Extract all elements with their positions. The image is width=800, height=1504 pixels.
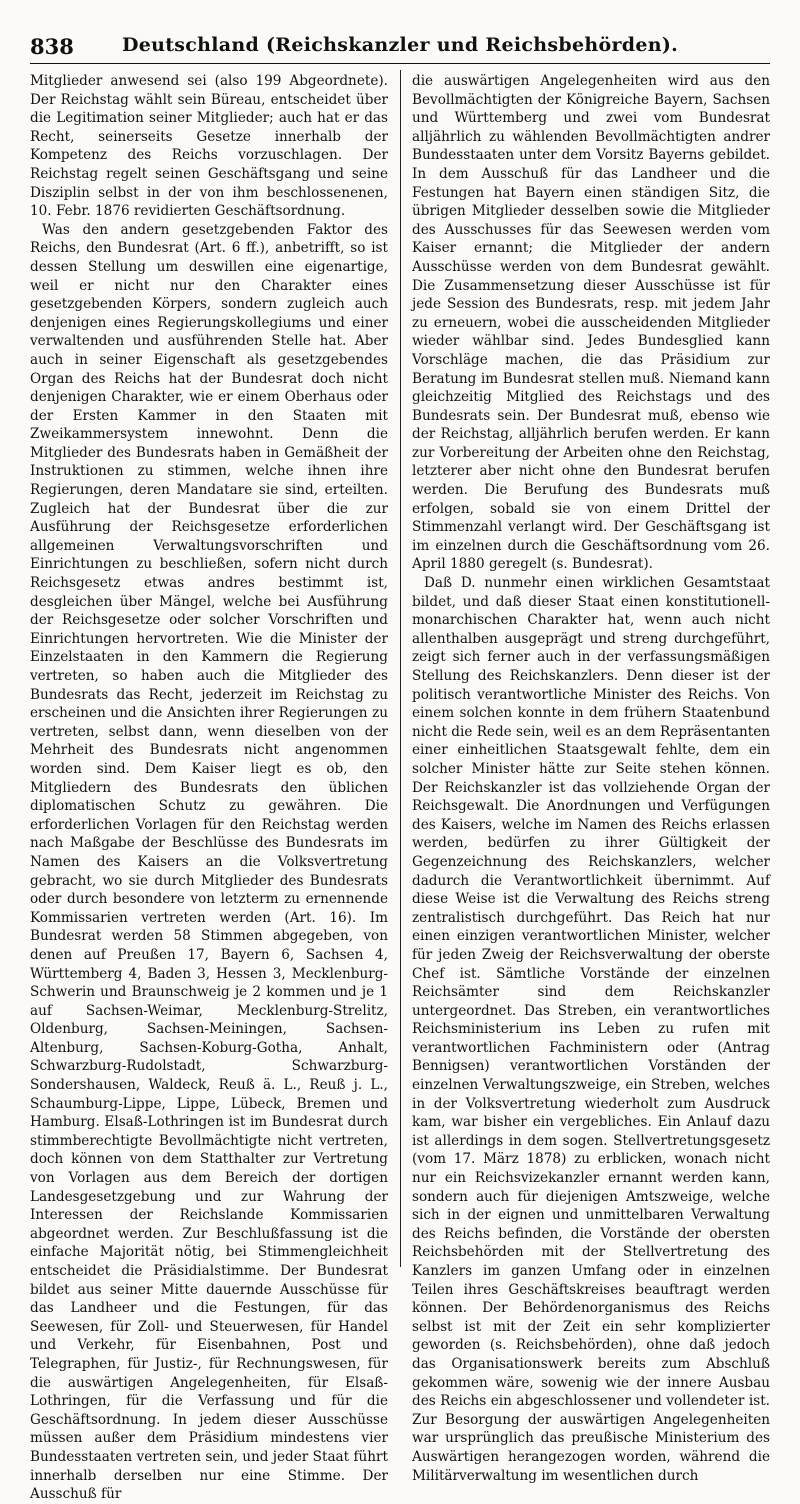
page-number: 838	[30, 34, 74, 59]
paragraph: die auswärtigen Angelegenheiten wird aus den Bevollmächtigten der Königreiche Bayern, Sachsen und Württemberg und zwei vom Bundesrat alljährlich zu wählenden Bevollmächtigten andrer Bundesstaaten unter dem Vorsitz Bayerns gebildet. In dem Ausschuß für das Landheer und die Festungen hat Bayern einen ständigen Sitz, die übrigen Mitglieder desselben sowie die Mitglieder des Ausschusses für das Seewesen werden vom Kaiser ernannt; die Mitglieder der andern Ausschüsse werden von dem Bundesrat gewählt. Die Zusammensetzung dieser Ausschüsse ist für jede Session des Bundesrats, resp. mit jedem Jahr zu erneuern, wobei die ausscheidenden Mitglieder wieder wählbar sind. Jedes Bundesglied kann Vorschläge machen, die das Präsidium zur Beratung im Bundesrat stellen muß. Niemand kann gleichzeitig Mitglied des Reichstags und des Bundesrats sein. Der Bundesrat muß, ebenso wie der Reichstag, alljährlich berufen werden. Er kann zur Vorbereitung der Arbeiten ohne den Reichstag, letzterer aber nicht ohne den Bundesrat berufen werden. Die Berufung des Bundesrats muß erfolgen, sobald sie von einem Drittel der Stimmenzahl verlangt wird. Der Geschäftsgang ist im einzelnen durch die Geschäftsordnung vom 26. April 1880 geregelt (s. Bundesrat).	[412, 73, 770, 573]
page-header	[30, 30, 770, 64]
paragraph: Was den andern gesetzgebenden Faktor des Reichs, den Bundesrat (Art. 6 ff.), anbetrifft, so ist dessen Stellung um deswillen eine eigenartige, weil er nicht nur den Charakter eines gesetzgebenden Körpers, sondern zugleich auch denjenigen eines Regierungskollegiums und einer verwaltenden und ausführenden Stelle hat. Aber auch in seiner Eigenschaft als gesetzgebendes Organ des Reichs hat der Bundesrat doch nicht denjenigen Charakter, wie er einem Oberhaus oder der Ersten Kammer in den Staaten mit Zweikammersystem innewohnt. Denn die Mitglieder des Bundesrats haben in Gemäßheit der Instruktionen zu stimmen, welche ihnen ihre Regierungen, deren Mandatare sie sind, erteilten. Zugleich hat der Bundesrat über die zur Ausführung der Reichsgesetze erforderlichen allgemeinen Verwaltungsvorschriften und Einrichtungen zu beschließen, sofern nicht durch Reichsgesetz etwas andres bestimmt ist, desgleichen über Mängel, welche bei Ausführung der Reichsgesetze oder solcher Vorschriften und Einrichtungen hervortreten. Wie die Minister der Einzelstaaten in den Kammern die Regierung vertreten, so haben auch die Mitglieder des Bundesrats das Recht, jederzeit im Reichstag zu erscheinen und die Ansichten ihrer Regierungen zu vertreten, selbst dann, wenn dieselben von der Mehrheit des Bundesrats nicht angenommen worden sind. Dem Kaiser liegt es ob, den Mitgliedern des Bundesrats den üblichen diplomatischen Schutz zu gewähren. Die erforderlichen Vorlagen für den Reichstag werden nach Maßgabe der Beschlüsse des Bundesrats im Namen des Kaisers an die Volksvertretung gebracht, wo sie durch Mitglieder des Bundesrats oder durch besondere von letzterm zu ernennende Kommissarien vertreten werden (Art. 16). Im Bundesrat werden 58 Stimmen abgegeben, von denen auf Preußen 17, Bayern 6, Sachsen 4, Württemberg 4, Baden 3, Hessen 3, Mecklenburg-Schwerin und Braunschweig je 2 kommen und je 1 auf Sachsen-Weimar, Mecklenburg-Strelitz, Oldenburg, Sachsen-Meiningen, Sachsen-Altenburg, Sachsen-Koburg-Gotha, Anhalt, Schwarzburg-Rudolstadt, Schwarzburg-Sondershausen, Waldeck, Reuß ä. L., Reuß j. L., Schaumburg-Lippe, Lippe, Lübeck, Bremen und Hamburg. Elsaß-Lothringen ist im Bundesrat durch stimmberechtigte Bevollmächtigte nicht vertreten, doch können von dem Statthalter zur Vertretung von Vorlagen aus dem Bereich der dortigen Landesgesetzgebung und zur Wahrung der Interessen der Reichslande Kommissarien abgeordnet werden. Zur Beschlußfassung ist die einfache Majorität nötig, bei Stimmengleichheit entscheidet die Präsidialstimme. Der Bundesrat bildet aus seiner Mitte dauernde Ausschüsse für das Landheer und die Festungen, für das Seewesen, für Zoll- und Steuerwesen, für Handel und Verkehr, für Eisenbahnen, Post und Telegraphen, für Justiz-, für Rechnungswesen, für die auswärtigen Angelegenheiten, für Elsaß-Lothringen, für die Verfassung und für die Geschäftsordnung. In jedem dieser Ausschüsse müssen außer dem Präsidium mindestens vier Bundesstaaten vertreten sein, und jeder Staat führt innerhalb derselben nur eine Stimme. Der Ausschuß für	[30, 221, 388, 1503]
page-title: Deutschland (Reichskanzler und Reichsbehörden).	[121, 34, 679, 56]
left-column	[30, 72, 388, 1503]
right-column	[412, 72, 770, 1484]
paragraph: Mitglieder anwesend sei (also 199 Abgeordnete). Der Reichstag wählt sein Büreau, entscheidet über die Legitimation seiner Mitglieder; auch hat er das Recht, seinerseits Gesetze innerhalb der Kompetenz des Reichs vorzuschlagen. Der Reichstag regelt seinen Geschäftsgang und seine Disziplin selbst in der von ihm beschlossenenen, 10. Febr. 1876 revidierten Geschäftsordnung.	[30, 73, 388, 220]
column-divider	[400, 70, 401, 1267]
paragraph: Daß D. nunmehr einen wirklichen Gesamtstaat bildet, und daß dieser Staat einen konstitutionell-monarchischen Charakter hat, wenn auch nicht allenthalben ausgeprägt und streng durchgeführt, zeigt sich ferner auch in der verfassungsmäßigen Stellung des Reichskanzlers. Denn dieser ist der politisch verantwortliche Minister des Reichs. Von einem solchen konnte in dem frühern Staatenbund nicht die Rede sein, weil es an dem Repräsentanten einer einheitlichen Staatsgewalt fehlte, dem ein solcher Minister hätte zur Seite stehen können. Der Reichskanzler ist das vollziehende Organ der Reichsgewalt. Die Anordnungen und Verfügungen des Kaisers, welche im Namen des Reichs erlassen werden, bedürfen zu ihrer Gültigkeit der Gegenzeichnung des Reichskanzlers, welcher dadurch die Verantwortlichkeit übernimmt. Auf diese Weise ist die Verwaltung des Reichs streng zentralistisch durchgeführt. Das Reich hat nur einen einzigen verantwortlichen Minister, welcher für jeden Zweig der Reichsverwaltung der oberste Chef ist. Sämtliche Vorstände der einzelnen Reichsämter sind dem Reichskanzler untergeordnet. Das Streben, ein verantwortliches Reichsministerium ins Leben zu rufen mit verantwortlichen Fachministern oder (Antrag Bennigsen) verantwortlichen Vorständen der einzelnen Verwaltungszweige, ein Streben, welches in der Volksvertretung wiederholt zum Ausdruck kam, war bisher ein vergebliches. Ein Anlauf dazu ist allerdings in dem sogen. Stellvertretungsgesetz (vom 17. März 1878) zu erblicken, wonach nicht nur ein Reichsvizekanzler ernannt werden kann, sondern auch für diejenigen Amtszweige, welche sich in der eignen und unmittelbaren Verwaltung des Reichs befinden, die Vorstände der obersten Reichsbehörden mit der Stellvertretung des Kanzlers im ganzen Umfang oder in einzelnen Teilen ihres Geschäftskreises beauftragt werden können. Der Behördenorganismus des Reichs selbst ist mit der Zeit ein sehr komplizierter geworden (s. Reichsbehörden), ohne daß jedoch das Organisationswerk bereits zum Abschluß gekommen wäre, sowenig wie der innere Ausbau des Reichs ein abgeschlossener und vollendeter ist. Zur Besorgung der auswärtigen Angelegenheiten war ursprünglich das preußische Ministerium des Auswärtigen herangezogen worden, während die Militärverwaltung im wesentlichen durch	[412, 575, 770, 1484]
